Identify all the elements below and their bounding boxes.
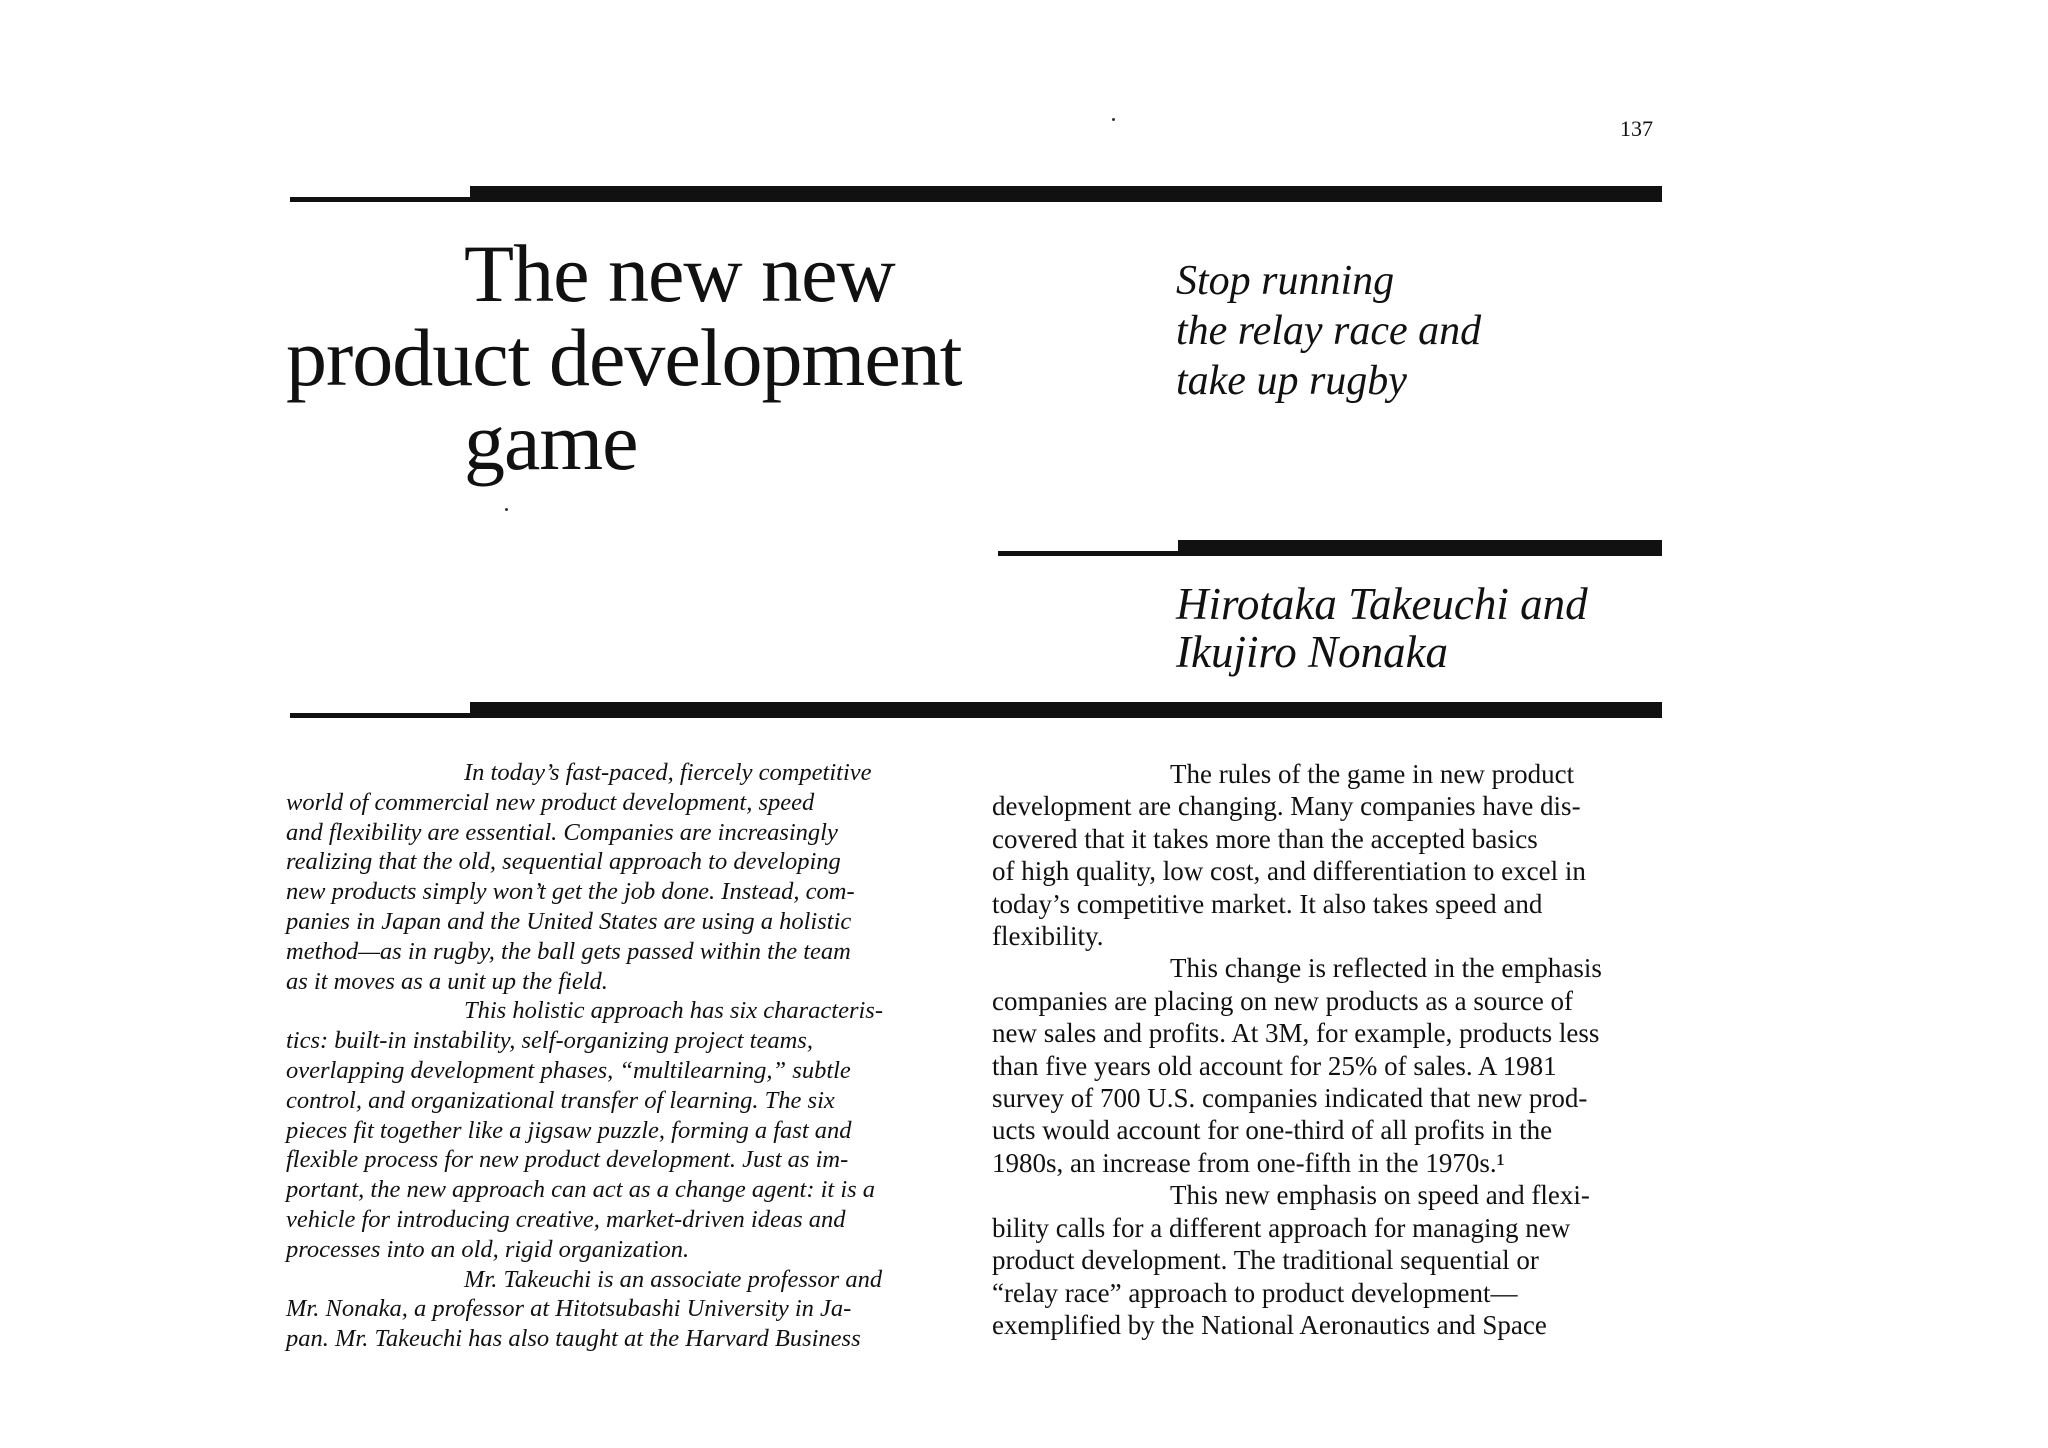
abstract-line: new products simply won’t get the job done. Instead, com-: [286, 878, 855, 906]
title-line-3: game: [464, 396, 638, 487]
abstract-line: tics: built-in instability, self-organizing project teams,: [286, 1027, 813, 1055]
abstract-line: realizing that the old, sequential approach to developing: [286, 848, 841, 876]
article-subtitle: Stop running the relay race and take up rugby: [1176, 258, 1482, 404]
bottom-rule: [290, 702, 1662, 718]
body-line: new sales and profits. At 3M, for example, products less: [992, 1018, 1600, 1049]
abstract-line: Mr. Nonaka, a professor at Hitotsubashi University in Ja-: [286, 1295, 852, 1323]
abstract-line: portant, the new approach can act as a change agent: it is a: [286, 1176, 876, 1204]
abstract-line: In today’s fast-paced, fiercely competitive: [464, 759, 872, 786]
abstract-line: and flexibility are essential. Companies are increasingly: [286, 818, 838, 846]
body-line: ucts would account for one-third of all profits in the: [992, 1115, 1553, 1146]
body-line: 1980s, an increase from one-fifth in the 1970s.¹: [992, 1147, 1505, 1178]
abstract-line: world of commercial new product development, speed: [286, 788, 815, 816]
abstract-line: This holistic approach has six characteris-: [464, 997, 883, 1025]
body-line: exemplified by the National Aeronautics and Space: [992, 1309, 1547, 1340]
stray-dot-title: [505, 508, 508, 511]
body-line: “relay race” approach to product development—: [992, 1277, 1518, 1308]
abstract-line: method—as in rugby, the ball gets passed within the team: [286, 937, 851, 965]
title-line-2: product development: [286, 312, 962, 403]
abstract-line: control, and organizational transfer of learning. The six: [286, 1086, 835, 1114]
article-authors: Hirotaka Takeuchi and Ikujiro Nonaka: [1176, 579, 1588, 677]
top-rule: [290, 186, 1662, 202]
body-line: product development. The traditional sequential or: [992, 1245, 1539, 1276]
body-column: [992, 758, 1662, 1340]
body-line: of high quality, low cost, and differentiation to excel in: [992, 856, 1586, 887]
abstract-line: panies in Japan and the United States are using a holistic: [286, 907, 852, 935]
abstract-line: pieces fit together like a jigsaw puzzle, forming a fast and: [286, 1116, 852, 1144]
body-line: covered that it takes more than the accepted basics: [992, 823, 1538, 854]
abstract-column: [286, 758, 942, 1353]
body-line: flexibility.: [992, 921, 1104, 952]
title-line-1: The new new: [464, 228, 895, 319]
body-line: today’s competitive market. It also takes speed and: [992, 888, 1543, 919]
stray-dot-top: [1112, 118, 1115, 121]
body-line: bility calls for a different approach for managing new: [992, 1212, 1571, 1243]
abstract-line: overlapping development phases, “multilearning,” subtle: [286, 1056, 851, 1084]
abstract-line: as it moves as a unit up the field.: [286, 967, 608, 995]
body-line: than five years old account for 25% of sales. A 1981: [992, 1050, 1557, 1081]
article-title: [286, 228, 1006, 487]
abstract-line: flexible process for new product development. Just as im-: [286, 1146, 849, 1174]
body-line: development are changing. Many companies have dis-: [992, 791, 1581, 822]
page-number: 137: [1620, 116, 1653, 141]
body-line: This change is reflected in the emphasis: [1170, 953, 1602, 984]
abstract-line: processes into an old, rigid organization.: [286, 1235, 690, 1263]
abstract-line: pan. Mr. Takeuchi has also taught at the Harvard Business: [286, 1325, 861, 1353]
abstract-line: Mr. Takeuchi is an associate professor and: [464, 1265, 883, 1293]
body-line: survey of 700 U.S. companies indicated that new prod-: [992, 1083, 1588, 1114]
middle-rule: [998, 540, 1662, 556]
abstract-line: vehicle for introducing creative, market-driven ideas and: [286, 1205, 846, 1233]
body-line: This new emphasis on speed and flexi-: [1170, 1180, 1590, 1211]
body-line: The rules of the game in new product: [1170, 759, 1575, 789]
body-line: companies are placing on new products as a source of: [992, 985, 1574, 1016]
